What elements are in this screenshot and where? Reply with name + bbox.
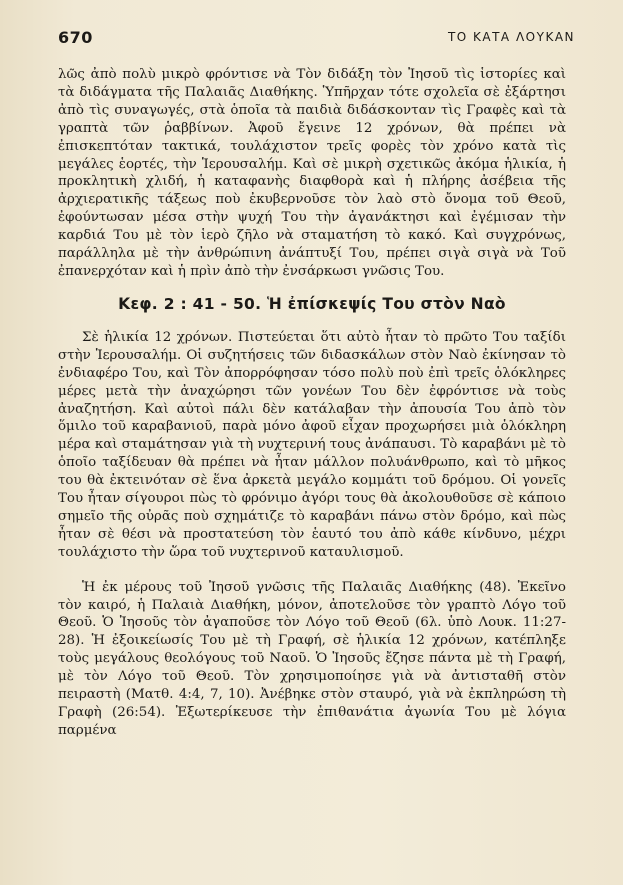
running-head: ΤΟ ΚΑΤΑ ΛΟΥΚΑΝ xyxy=(447,30,575,44)
paragraph-spacer xyxy=(58,562,566,579)
page-number: 670 xyxy=(58,28,93,47)
body-paragraph-old-testament: Ἡ ἐκ μέρους τοῦ Ἰησοῦ γνῶσις τῆς Παλαιᾶς Διαθήκης (48). Ἐκεῖνο τὸν καιρό, ἡ Παλαιὰ Διαθήκη, μόνον, ἀποτελοῦσε τὸν γραπτὸ Λόγο τοῦ Θεοῦ. Ὁ Ἰησοῦς τὸν ἀγαποῦσε τὸν Λόγο τοῦ Θεοῦ (6λ. ὑπὸ Λουκ. 11:27-28). Ἡ ἐξοικείωσίς Του μὲ τὴ Γραφή, σὲ ἡλικία 12 χρόνων, κατέπληξε τοὺς μεγάλους θεολόγους τοῦ Ναοῦ. Ὁ Ἰησοῦς ἔζησε πάντα μὲ τὴ Γραφή, μὲ τὸν Λόγο τοῦ Θεοῦ. Τὸν χρησιμοποίησε γιὰ νὰ ἀντισταθῆ στὸν πειραστὴ (Ματθ. 4:4, 7, 10). Ἀνέβηκε στὸν σταυρό, γιὰ νὰ ἐκπληρώση τὴ Γραφὴ (26:54). Ἐξωτερίκευσε τὴν ἐπιθανάτια ἀγωνία Του μὲ λόγια παρμένα xyxy=(58,579,566,738)
body-paragraph-age-twelve: Σὲ ἡλικία 12 χρόνων. Πιστεύεται ὅτι αὐτὸ ἦταν τὸ πρῶτο Του ταξίδι στὴν Ἱερουσαλήμ. Οἱ συζητήσεις τῶν διδασκάλων στὸν Ναὸ ἐκίνησαν τὸ ἐνδιαφέρο Του, καὶ Τὸν ἀπορρόφησαν τόσο πολὺ ποὺ ἐπὶ τρεῖς ὁλόκληρες μέρες μετὰ τὴν ἀναχώρησι τῶν γονέων Του δὲν ἐφρόντισε νὰ τοὺς ἀναζητήση. Καὶ αὐτοὶ πάλι δὲν κατάλαβαν τὴν ἀπουσία Του ἀπὸ τὸν ὅμιλο τοῦ καραβανιοῦ, παρὰ μόνο ἀφοῦ εἶχαν προχωρήσει μιὰ ὁλόκληρη μέρα καὶ σταμάτησαν γιὰ τὴ νυχτερινή τους ἀνάπαυσι. Τὸ καραβάνι μὲ τὸ ὁποῖο ταξίδευαν θὰ πρέπει νὰ ἦταν μάλλον πολυάνθρωπο, καὶ τὸ μῆκος του θὰ ἐκτεινόταν σὲ ἕνα ἀρκετὰ μεγάλο κομμάτι τοῦ δρόμου. Οἱ γονεῖς Του ἦταν σίγουροι πὼς τὸ φρόνιμο ἀγόρι τους θὰ ἀκολουθοῦσε σὲ κάποιο σημεῖο τῆς οὐρᾶς ποὺ σχημάτιζε τὸ καραβάνι πάνω στὸν δρόμο, καὶ πὼς ἦταν σὲ θέσι νὰ προστατεύση τὸν ἑαυτό του ἀπὸ κάθε κίνδυνο, μέχρι τουλάχιστο τὴν ὥρα τοῦ νυχτερινοῦ καταυλισμοῦ. xyxy=(58,329,566,560)
page-header xyxy=(58,28,575,50)
intro-paragraph: λῶς ἀπὸ πολὺ μικρὸ φρόντισε νὰ Τὸν διδάξη τὸν Ἰησοῦ τὶς ἱστορίες καὶ τὰ διδάγματα τῆς Παλαιᾶς Διαθήκης. Ὑπῆρχαν τότε σχολεῖα σὲ ἐξάρτησι ἀπὸ τὶς συναγωγές, στὰ ὁποῖα τὰ παιδιὰ διδάσκονταν τὶς Γραφὲς καὶ τὰ γραπτὰ τῶν ῥαββίνων. Ἀφοῦ ἔγεινε 12 χρόνων, θὰ πρέπει νὰ ἐπισκεπτόταν τακτικά, τουλάχιστον τρεῖς φορὲς τὸν χρόνο κατὰ τὶς μεγάλες ἑορτές, τὴν Ἱερουσαλήμ. Καὶ σὲ μικρὴ σχετικῶς ἀκόμα ἡλικία, ἡ προκλητικὴ χλιδή, ἡ καταφανὴς διαφθορὰ καὶ ἡ πλήρης ἀσέβεια τῆς ἀρχιερατικῆς τάξεως ποὺ ἐκυβερνοῦσε τὸν λαὸ στὸ ὄνομα τοῦ Θεοῦ, ἐφούντωσαν μέσα στὴν ψυχή Του τὴν ἀγανάκτησι καὶ ἐγέμισαν τὴν καρδιά Του μὲ τὸν ἱερὸ ζῆλο νὰ σταματήση τὸ κακό. Καὶ συγχρόνως, παράλληλα μὲ τὴν ἀνθρώπινη ἀνάπτυξί Του, πρέπει σιγὰ σιγὰ νὰ Τοῦ ἐπανερχόταν καὶ ἡ πρὶν ἀπὸ τὴν ἐνσάρκωσι γνῶσις Του. xyxy=(58,67,566,279)
section-heading: Κεφ. 2 : 41 - 50. Ἡ ἐπίσκεψίς Του στὸν Ναὸ xyxy=(118,294,506,313)
page-body xyxy=(58,66,566,740)
